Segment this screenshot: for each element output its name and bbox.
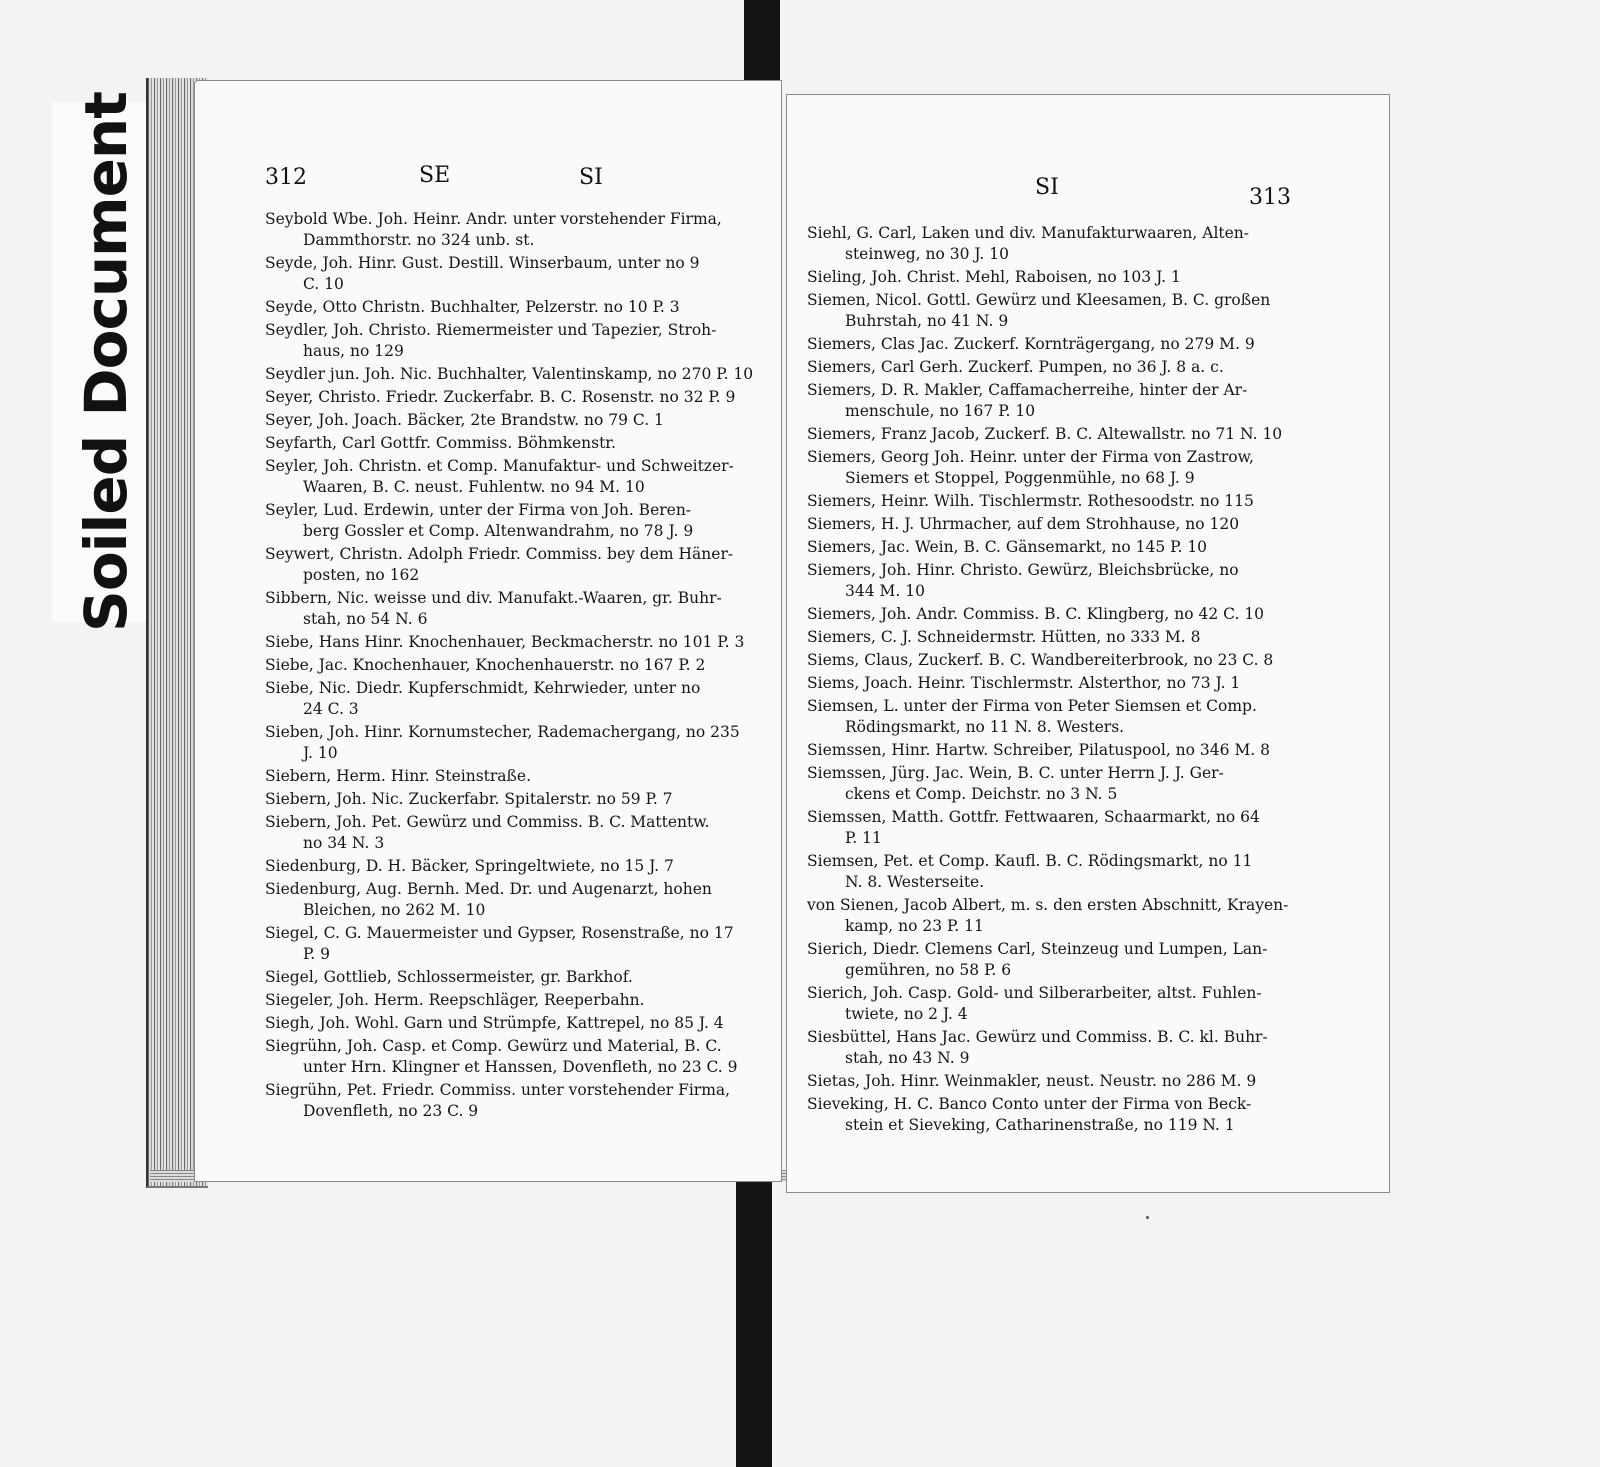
entry-line: Sietas, Joh. Hinr. Weinmakler, neust. Neustr. no 286 M. 9 [807, 1072, 1257, 1090]
entry-continuation: gemühren, no 58 P. 6 [845, 961, 1012, 979]
directory-entry [265, 879, 781, 921]
entry-continuation: N. 8. Westerseite. [845, 873, 985, 891]
right-page [786, 94, 1390, 1193]
directory-entry [807, 807, 1389, 849]
entry-line: Siemssen, Matth. Gottfr. Fettwaaren, Schaarmarkt, no 64 [807, 808, 1260, 826]
entry-line: Siemers, H. J. Uhrmacher, auf dem Strohhause, no 120 [807, 515, 1240, 533]
directory-entry [265, 967, 781, 988]
directory-entry [265, 209, 781, 251]
directory-entry [265, 320, 781, 362]
directory-entry [265, 655, 781, 676]
directory-entry [265, 923, 781, 965]
entry-continuation: J. 10 [303, 744, 338, 762]
directory-entry [807, 763, 1389, 805]
directory-entry [265, 990, 781, 1011]
directory-entry [807, 696, 1389, 738]
directory-entry [807, 740, 1389, 761]
entry-line: Sieveking, H. C. Banco Conto unter der Firma von Beck- [807, 1095, 1252, 1113]
entry-line: Siems, Claus, Zuckerf. B. C. Wandbereiterbrook, no 23 C. 8 [807, 651, 1274, 669]
page-number-right: 313 [1249, 185, 1291, 210]
directory-entry [807, 895, 1389, 937]
page-number-left: 312 [265, 165, 307, 190]
directory-entry [265, 1080, 781, 1122]
directory-entry [807, 983, 1389, 1025]
entry-line: Siemers, Jac. Wein, B. C. Gänsemarkt, no 145 P. 10 [807, 538, 1208, 556]
directory-entry [265, 789, 781, 810]
entry-line: Siemers, Carl Gerh. Zuckerf. Pumpen, no 36 J. 8 a. c. [807, 358, 1224, 376]
directory-entry [265, 678, 781, 720]
entry-continuation: unter Hrn. Klingner et Hanssen, Dovenfleth, no 23 C. 9 [303, 1058, 738, 1076]
left-header-se: SE [419, 163, 451, 188]
left-header-si: SI [579, 165, 603, 190]
directory-entry [807, 223, 1389, 265]
entry-line: Sibbern, Nic. weisse und div. Manufakt.-Waaren, gr. Buhr- [265, 589, 722, 607]
directory-entry [807, 267, 1389, 288]
directory-entry [807, 673, 1389, 694]
entry-line: Seyer, Joh. Joach. Bäcker, 2te Brandstw. no 79 C. 1 [265, 411, 664, 429]
entry-continuation: Rödingsmarkt, no 11 N. 8. Westers. [845, 718, 1125, 736]
directory-entry [265, 253, 781, 295]
entry-line: Seyer, Christo. Friedr. Zuckerfabr. B. C. Rosenstr. no 32 P. 9 [265, 388, 736, 406]
entry-line: von Sienen, Jacob Albert, m. s. den ersten Abschnitt, Krayen- [807, 896, 1289, 914]
directory-entry [807, 447, 1389, 489]
entry-line: Sieling, Joh. Christ. Mehl, Raboisen, no 103 J. 1 [807, 268, 1181, 286]
entry-line: Siebern, Joh. Pet. Gewürz und Commiss. B. C. Mattentw. [265, 813, 710, 831]
entry-line: Siedenburg, D. H. Bäcker, Springeltwiete, no 15 J. 7 [265, 857, 674, 875]
entry-line: Siebern, Joh. Nic. Zuckerfabr. Spitalerstr. no 59 P. 7 [265, 790, 673, 808]
entry-continuation: stah, no 43 N. 9 [845, 1049, 970, 1067]
entry-line: Seydler, Joh. Christo. Riemermeister und Tapezier, Stroh- [265, 321, 717, 339]
entry-line: Siemers, C. J. Schneidermstr. Hütten, no 333 M. 8 [807, 628, 1201, 646]
entry-line: Siegeler, Joh. Herm. Reepschläger, Reeperbahn. [265, 991, 645, 1009]
entry-continuation: stah, no 54 N. 6 [303, 610, 428, 628]
entry-line: Siegh, Joh. Wohl. Garn und Strümpfe, Kattrepel, no 85 J. 4 [265, 1014, 724, 1032]
directory-entry [265, 433, 781, 454]
directory-entry [265, 1036, 781, 1078]
directory-entry [807, 1027, 1389, 1069]
entry-line: Siegrühn, Joh. Casp. et Comp. Gewürz und Material, B. C. [265, 1037, 722, 1055]
directory-entry [807, 1094, 1389, 1136]
directory-entry [807, 491, 1389, 512]
directory-entry [807, 290, 1389, 332]
soiled-document-label: Soiled Document [72, 92, 140, 632]
directory-entry [265, 410, 781, 431]
entry-continuation: stein et Sieveking, Catharinenstraße, no 119 N. 1 [845, 1116, 1235, 1134]
directory-entry [807, 334, 1389, 355]
entry-line: Siems, Joach. Heinr. Tischlermstr. Alsterthor, no 73 J. 1 [807, 674, 1241, 692]
entry-line: Siemers, Heinr. Wilh. Tischlermstr. Rothesoodstr. no 115 [807, 492, 1254, 510]
directory-entry [807, 939, 1389, 981]
entry-continuation: berg Gossler et Comp. Altenwandrahm, no 78 J. 9 [303, 522, 694, 540]
entry-continuation: no 34 N. 3 [303, 834, 385, 852]
directory-entry [807, 851, 1389, 893]
directory-entry [265, 722, 781, 764]
directory-entry [265, 1013, 781, 1034]
entry-continuation: kamp, no 23 P. 11 [845, 917, 984, 935]
entry-continuation: twiete, no 2 J. 4 [845, 1005, 968, 1023]
directory-entry [807, 560, 1389, 602]
entry-line: Siegel, C. G. Mauermeister und Gypser, Rosenstraße, no 17 [265, 924, 734, 942]
entry-continuation: Bleichen, no 262 M. 10 [303, 901, 486, 919]
entry-line: Seyde, Otto Christn. Buchhalter, Pelzerstr. no 10 P. 3 [265, 298, 680, 316]
entry-line: Siemers, Franz Jacob, Zuckerf. B. C. Altewallstr. no 71 N. 10 [807, 425, 1283, 443]
entry-continuation: P. 9 [303, 945, 331, 963]
directory-entry [265, 500, 781, 542]
entry-line: Siemssen, Jürg. Jac. Wein, B. C. unter Herrn J. J. Ger- [807, 764, 1224, 782]
entry-line: Siemers, Clas Jac. Zuckerf. Kornträgergang, no 279 M. 9 [807, 335, 1255, 353]
entry-continuation: 24 C. 3 [303, 700, 359, 718]
directory-entry [265, 456, 781, 498]
entry-line: Seybold Wbe. Joh. Heinr. Andr. unter vorstehender Firma, [265, 210, 722, 228]
entry-continuation: ckens et Comp. Deichstr. no 3 N. 5 [845, 785, 1118, 803]
entry-continuation: Waaren, B. C. neust. Fuhlentw. no 94 M. 10 [303, 478, 645, 496]
entry-continuation: haus, no 129 [303, 342, 404, 360]
entry-line: Siemsen, L. unter der Firma von Peter Siemsen et Comp. [807, 697, 1257, 715]
entry-line: Seywert, Christn. Adolph Friedr. Commiss. bey dem Häner- [265, 545, 734, 563]
entry-line: Siebe, Jac. Knochenhauer, Knochenhauerstr. no 167 P. 2 [265, 656, 706, 674]
entry-line: Siegel, Gottlieb, Schlossermeister, gr. Barkhof. [265, 968, 633, 986]
entry-continuation: Buhrstah, no 41 N. 9 [845, 312, 1009, 330]
left-page [194, 80, 782, 1182]
entry-line: Siemers, D. R. Makler, Caffamacherreihe, hinter der Ar- [807, 381, 1248, 399]
entry-line: Siemssen, Hinr. Hartw. Schreiber, Pilatuspool, no 346 M. 8 [807, 741, 1271, 759]
entry-continuation: Dammthorstr. no 324 unb. st. [303, 231, 535, 249]
entry-line: Siebern, Herm. Hinr. Steinstraße. [265, 767, 532, 785]
entry-line: Sierich, Joh. Casp. Gold- und Silberarbeiter, altst. Fuhlen- [807, 984, 1262, 1002]
directory-entry [807, 604, 1389, 625]
entry-continuation: posten, no 162 [303, 566, 420, 584]
directory-entry [807, 537, 1389, 558]
directory-entry [807, 650, 1389, 671]
entry-line: Siedenburg, Aug. Bernh. Med. Dr. und Augenarzt, hohen [265, 880, 712, 898]
directory-entry [265, 588, 781, 630]
entry-continuation: Siemers et Stoppel, Poggenmühle, no 68 J. 9 [845, 469, 1195, 487]
entry-continuation: C. 10 [303, 275, 344, 293]
directory-entry [807, 514, 1389, 535]
entry-line: Seyde, Joh. Hinr. Gust. Destill. Winserbaum, unter no 9 [265, 254, 700, 272]
speck [1146, 1216, 1149, 1219]
entry-line: Siehl, G. Carl, Laken und div. Manufakturwaaren, Alten- [807, 224, 1250, 242]
entry-line: Siemen, Nicol. Gottl. Gewürz und Kleesamen, B. C. großen [807, 291, 1271, 309]
right-header-si: SI [1035, 175, 1059, 200]
directory-entry [807, 380, 1389, 422]
entry-line: Seyler, Joh. Christn. et Comp. Manufaktur- und Schweitzer- [265, 457, 734, 475]
entry-continuation: steinweg, no 30 J. 10 [845, 245, 1009, 263]
entry-line: Sieben, Joh. Hinr. Kornumstecher, Rademachergang, no 235 [265, 723, 740, 741]
entry-line: Siesbüttel, Hans Jac. Gewürz und Commiss. B. C. kl. Buhr- [807, 1028, 1268, 1046]
entry-continuation: P. 11 [845, 829, 882, 847]
entry-line: Siemsen, Pet. et Comp. Kaufl. B. C. Rödingsmarkt, no 11 [807, 852, 1253, 870]
directory-entry [807, 424, 1389, 445]
entry-line: Seyler, Lud. Erdewin, unter der Firma von Joh. Beren- [265, 501, 692, 519]
entry-line: Seyfarth, Carl Gottfr. Commiss. Böhmkenstr. [265, 434, 616, 452]
directory-entry [265, 856, 781, 877]
binding-strip-bottom [736, 1182, 772, 1467]
entry-line: Siebe, Nic. Diedr. Kupferschmidt, Kehrwieder, unter no [265, 679, 701, 697]
entry-line: Siemers, Joh. Hinr. Christo. Gewürz, Bleichsbrücke, no [807, 561, 1239, 579]
directory-entry [807, 627, 1389, 648]
entry-line: Siemers, Georg Joh. Heinr. unter der Firma von Zastrow, [807, 448, 1254, 466]
entry-line: Seydler jun. Joh. Nic. Buchhalter, Valentinskamp, no 270 P. 10 [265, 365, 754, 383]
directory-entry [807, 1071, 1389, 1092]
directory-entry [265, 364, 781, 385]
entry-line: Siemers, Joh. Andr. Commiss. B. C. Klingberg, no 42 C. 10 [807, 605, 1265, 623]
directory-entry [265, 812, 781, 854]
entry-continuation: menschule, no 167 P. 10 [845, 402, 1036, 420]
entry-line: Siebe, Hans Hinr. Knochenhauer, Beckmacherstr. no 101 P. 3 [265, 633, 745, 651]
entry-continuation: Dovenfleth, no 23 C. 9 [303, 1102, 479, 1120]
directory-entry [265, 766, 781, 787]
directory-entry [265, 297, 781, 318]
directory-entry [807, 357, 1389, 378]
directory-entry [265, 544, 781, 586]
entry-line: Siegrühn, Pet. Friedr. Commiss. unter vorstehender Firma, [265, 1081, 731, 1099]
entry-line: Sierich, Diedr. Clemens Carl, Steinzeug und Lumpen, Lan- [807, 940, 1268, 958]
directory-entry [265, 387, 781, 408]
directory-entry [265, 632, 781, 653]
entry-continuation: 344 M. 10 [845, 582, 925, 600]
